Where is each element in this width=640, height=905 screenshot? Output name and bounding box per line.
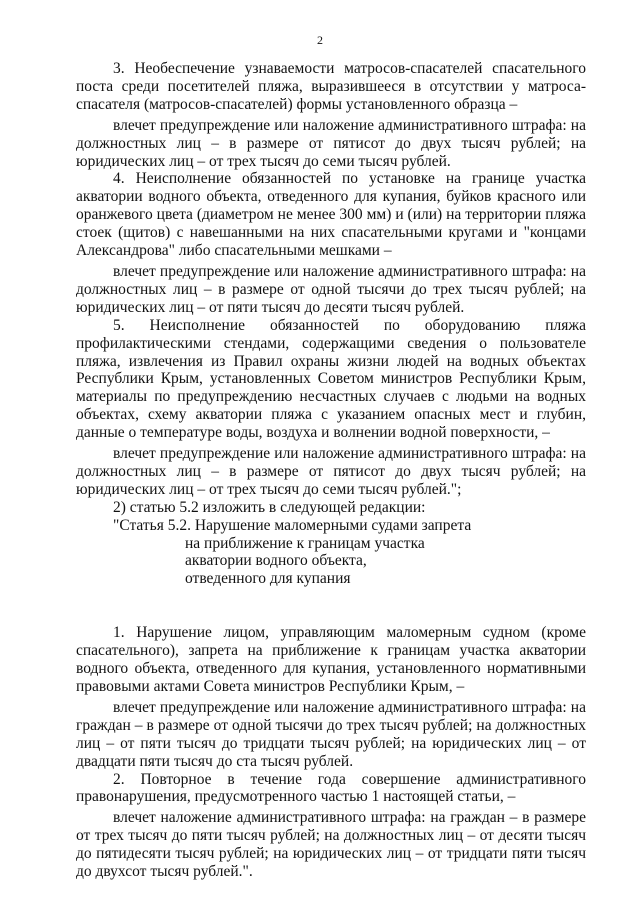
paragraph-penalty-item-5: влечет предупреждение или наложение административного штрафа: на должностных лиц – в размере от пятисот до двух тысяч рублей; на юридических лиц – от трех тысяч до семи тысяч рублей.";: [76, 445, 586, 498]
paragraph-penalty-part-1: влечет предупреждение или наложение административного штрафа: на граждан – в размере от одной тысячи до трех тысяч рублей; на должностных лиц – от пяти тысяч до тридцати тысяч рублей; на юридических лиц – от двадцати пяти тысяч до ста тысяч рублей.: [76, 698, 586, 770]
paragraph-part-2-repeat: 2. Повторное в течение года совершение административного правонарушения, предусмотренного частью 1 настоящей статьи, –: [76, 770, 586, 806]
document-body: [76, 60, 586, 881]
paragraph-penalty-item-4: влечет предупреждение или наложение административного штрафа: на должностных лиц – в размере от одной тысячи до трех тысяч рублей; на юридических лиц – от пяти тысяч до десяти тысяч рублей.: [76, 262, 586, 316]
page-number: 2: [317, 33, 323, 47]
paragraph-item-4-no-buoys: 4. Неисполнение обязанностей по установке на границе участка акватории водного объекта, отведенного для купания, буйков красного или оранжевого цвета (диаметром не менее 300 мм) и (или) на территории пляжа стоек (щитов) с навешанными на них спасательными кругами и "концами Александрова" либо спасательными мешками –: [76, 170, 586, 260]
paragraph-item-3-no-uniform: 3. Необеспечение узнаваемости матросов-спасателей спасательного поста среди посетителей пляжа, выразившееся в отсутствии у матроса-спасателя (матросов-спасателей) формы установленного образца –: [76, 60, 586, 113]
paragraph-item-5-no-stands: 5. Неисполнение обязанностей по оборудованию пляжа профилактическими стендами, содержащими сведения о пользователе пляжа, извлечения из Правил охраны жизни людей на водных объектах Республики Крым, установленных Советом министров Республики Крым, материалы по предупреждению несчастных случаев с людьми на водных объектах, схему акватории пляжа с указанием опасных мест и глубин, данные о температуре воды, воздуха и волнении водной поверхности, –: [76, 316, 586, 442]
paragraph-penalty-part-2: влечет наложение административного штрафа: на граждан – в размере от трех тысяч до пяти тысяч рублей; на должностных лиц – от десяти тысяч до пятидесяти тысяч рублей; на юридических лиц – от тридцати пяти тысяч до двухсот тысяч рублей.".: [76, 809, 586, 881]
paragraph-penalty-item-3: влечет предупреждение или наложение административного штрафа: на должностных лиц – в размере от пятисот до двух тысяч рублей; на юридических лиц – от трех тысяч до семи тысяч рублей.: [76, 116, 586, 170]
article-heading-line-4: отведенного для купания: [185, 570, 351, 588]
paragraph-part-1-violation: 1. Нарушение лицом, управляющим маломерным судном (кроме спасательного), запрета на приближение к границам участка акватории водного объекта, отведенного для купания, установленного нормативными правовыми актами Совета министров Республики Крым, –: [76, 624, 586, 695]
paragraph-amendment-intro: 2) статью 5.2 изложить в следующей редакции:: [113, 498, 426, 516]
article-heading-line-3: акватории водного объекта,: [185, 552, 367, 570]
section-spacer: [76, 588, 586, 624]
article-heading-line-2: на приближение к границам участка: [185, 534, 425, 552]
article-heading-line-1: "Статья 5.2. Нарушение маломерными судами запрета: [113, 516, 472, 534]
